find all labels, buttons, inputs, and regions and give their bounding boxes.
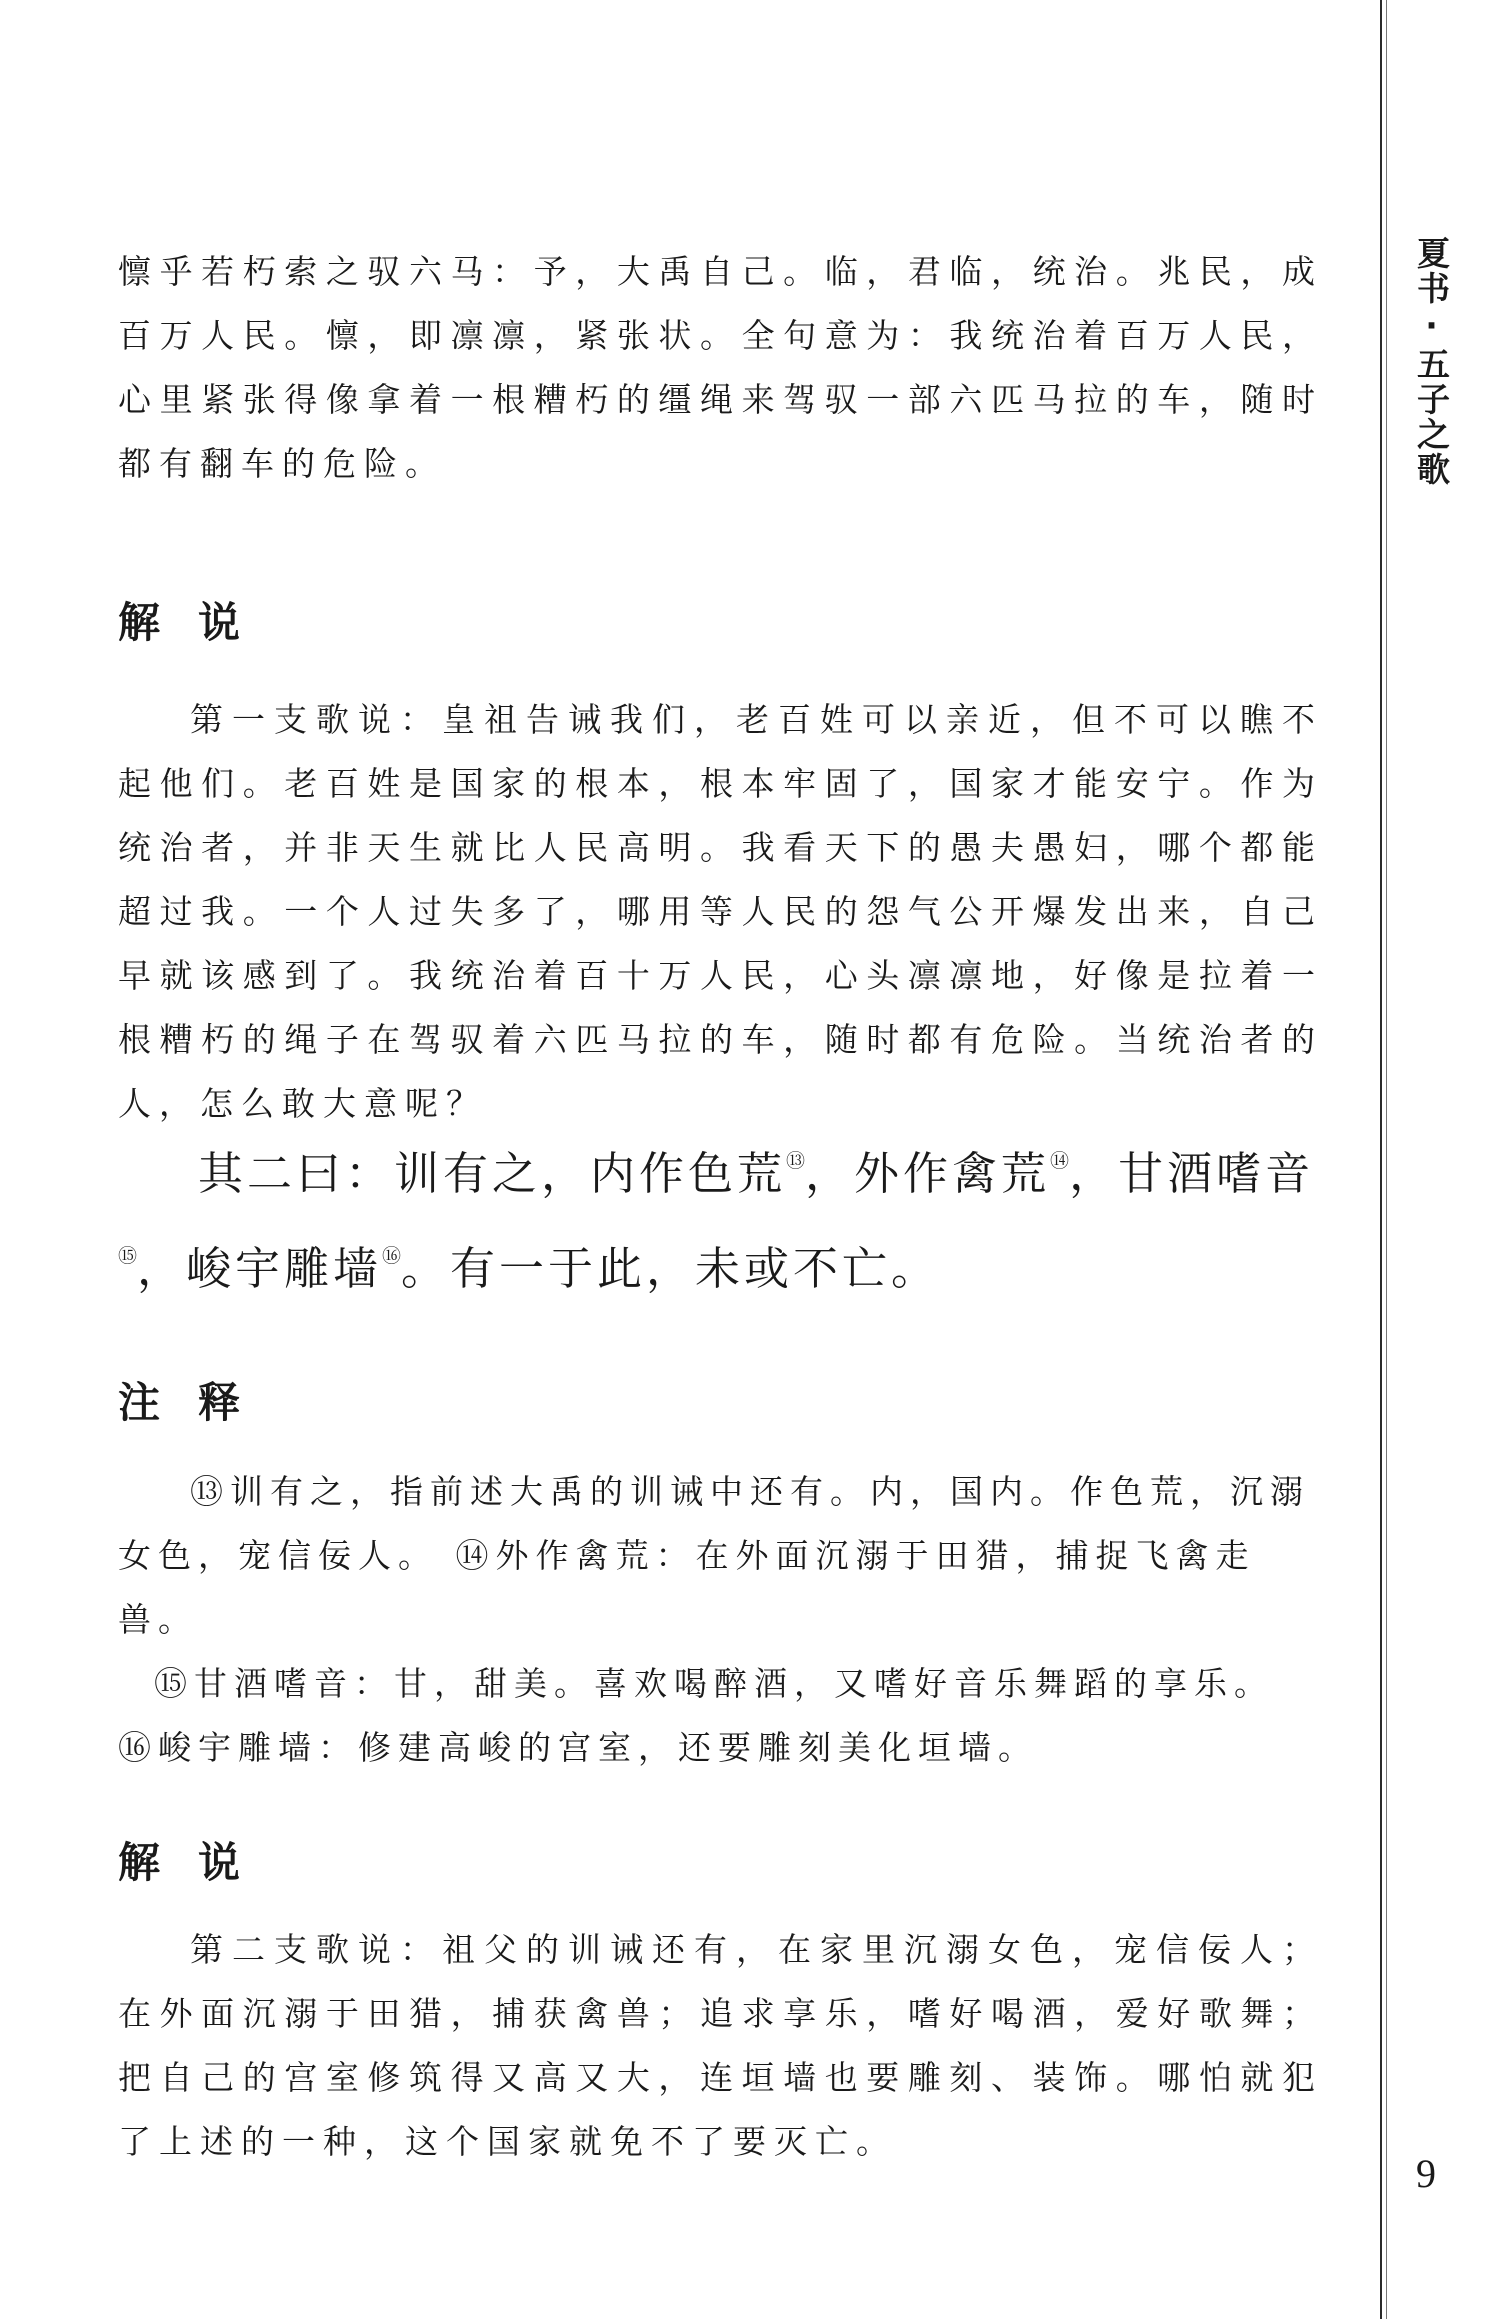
verse-part-5: 。有一于此，未或不亡。 bbox=[401, 1242, 941, 1295]
commentary-heading-2: 解说 bbox=[118, 1838, 279, 1887]
notes-list bbox=[118, 1460, 1323, 1780]
note-ref-16: ⑯ bbox=[382, 1245, 402, 1267]
running-head: 夏书·五子之歌 bbox=[1412, 236, 1451, 487]
gloss-paragraph: 懔乎若朽索之驭六马：予，大禹自己。临，君临，统治。兆民，成百万人民。懔，即凛凛，紧张状。全句意为：我统治着百万人民，心里紧张得像拿着一根糟朽的缰绳来驾驭一部六匹马拉的车，随时都有翻车的危险。 bbox=[118, 252, 1323, 483]
verse-part-2: ，外作禽荒 bbox=[805, 1147, 1051, 1200]
verse-part-4: ，峻宇雕墙 bbox=[137, 1242, 383, 1295]
margin-rule-inner bbox=[1386, 0, 1387, 2319]
verse-part-1: 其二曰：训有之，内作色荒 bbox=[198, 1147, 787, 1200]
verse-part-3: ，甘酒嗜音 bbox=[1069, 1147, 1315, 1200]
commentary-heading-1: 解说 bbox=[118, 598, 279, 647]
note-15: ⑮甘酒嗜音：甘，甜美。喜欢喝醉酒，又嗜好音乐舞蹈的享乐。 bbox=[154, 1664, 1274, 1703]
commentary-paragraph-2: 第二支歌说：祖父的训诫还有，在家里沉溺女色，宠信佞人；在外面沉溺于田猎，捕获禽兽；追求享乐，嗜好喝酒，爱好歌舞；把自己的宫室修筑得又高又大，连垣墙也要雕刻、装饰。哪怕就犯了上述的一种，这个国家就免不了要灭亡。 bbox=[118, 1930, 1323, 2161]
verse-text bbox=[118, 1120, 1323, 1310]
note-ref-15: ⑮ bbox=[118, 1245, 138, 1267]
notes-heading: 注释 bbox=[118, 1378, 279, 1427]
note-ref-14: ⑭ bbox=[1050, 1150, 1070, 1172]
note-16: ⑯峻宇雕墙：修建高峻的宫室，还要雕刻美化垣墙。 bbox=[118, 1728, 1038, 1767]
page-number: 9 bbox=[1416, 2151, 1436, 2196]
margin-rule bbox=[1380, 0, 1382, 2319]
commentary-paragraph-1: 第一支歌说：皇祖告诫我们，老百姓可以亲近，但不可以瞧不起他们。老百姓是国家的根本，根本牢固了，国家才能安宁。作为统治者，并非天生就比人民高明。我看天下的愚夫愚妇，哪个都能超过我。一个人过失多了，哪用等人民的怨气公开爆发出来，自己早就该感到了。我统治着百十万人民，心头凛凛地，好像是拉着一根糟朽的绳子在驾驭着六匹马拉的车，随时都有危险。当统治者的人，怎么敢大意呢？ bbox=[118, 700, 1323, 1123]
note-13-14: ⑬训有之，指前述大禹的训诫中还有。内，国内。作色荒，沉溺女色，宠信佞人。 ⑭外作禽荒：在外面沉溺于田猎，捕捉飞禽走兽。 bbox=[118, 1472, 1310, 1639]
note-ref-13: ⑬ bbox=[786, 1150, 806, 1172]
